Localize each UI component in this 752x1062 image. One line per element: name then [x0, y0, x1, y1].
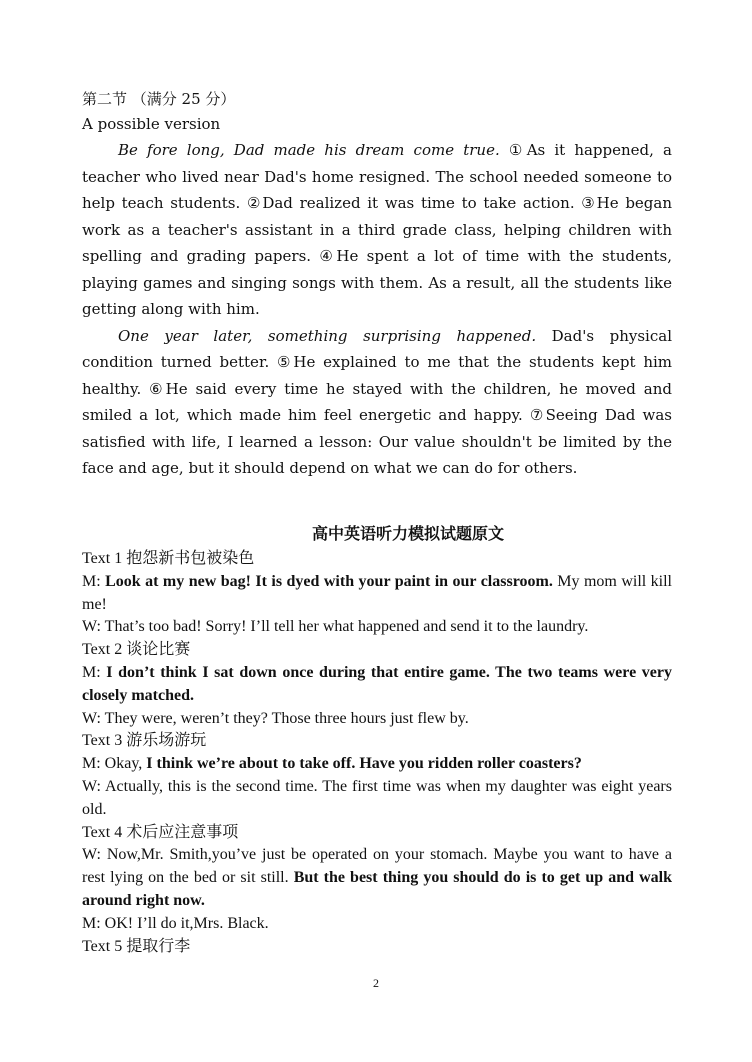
speaker: W: [82, 846, 107, 864]
text-1-label: Text 1 抱怨新书包被染色 [82, 550, 255, 567]
dialogue-line [82, 708, 672, 731]
speaker: W: [82, 709, 105, 727]
line-text: That’s too bad! Sorry! I’ll tell her what happened and send it to the laundry. [104, 618, 589, 636]
line-text: Now,Mr. Smith,you’ve just be operated on your stomach. Maybe you want to have a rest lying on the bed or sit still. [82, 846, 672, 887]
line-text: Actually, this is the second time. The first time was when my daughter was eight years old. [82, 777, 672, 818]
key-sentence: Look at my new bag! It is dyed with your paint in our classroom. [105, 572, 553, 590]
key-sentence: I don’t think I sat down once during that entire game. The two teams were very closely matched. [82, 663, 672, 704]
key-sentence: But the best thing you should do is to get up and walk around right now. [82, 869, 673, 909]
dialogue-line [82, 616, 672, 639]
speaker: W: [82, 618, 105, 636]
text-5-label: Text 5 提取行李 [82, 937, 191, 955]
speaker: W: [82, 777, 105, 795]
dialogue-line [82, 776, 672, 822]
dialogue-line [82, 662, 672, 708]
key-sentence: I think we’re about to take off. Have you ridden roller coasters? [146, 755, 582, 773]
dialogue-line [82, 913, 672, 936]
text-2-label: Text 2 谈论比赛 [82, 641, 191, 659]
writing-section [82, 87, 672, 482]
essay-paragraph-2 [82, 323, 672, 482]
paragraph-1-body: ①As it happened, a teacher who lived near Dad's home resigned. The school needed someone to help teach students. ②Dad realized it was time to take action. ③He began work as a teacher's assistant in a third grade class, helping children with spelling and grading papers. ④He spent a lot of time with the students, playing games and singing songs with them. As a result, all the students like getting along with him. [82, 141, 672, 318]
line-text: They were, weren’t they? Those three hours just flew by. [104, 709, 469, 727]
text-3-label: Text 3 游乐场游玩 [82, 732, 207, 750]
dialogue-line [82, 571, 672, 617]
line-text: My mom will kill me! [82, 572, 672, 613]
dialogue-line [82, 753, 672, 776]
speaker: M: [82, 914, 105, 932]
dialogue-line [82, 844, 672, 912]
listening-transcript-section [82, 522, 672, 958]
speaker: M: Okay, [82, 755, 147, 773]
paragraph-1-lead: Be fore long, Dad made his dream come true. [118, 141, 500, 159]
line-text: OK! I’ll do it,Mrs. Black. [104, 914, 269, 932]
speaker: M: [82, 572, 106, 590]
page-number: 2 [373, 976, 379, 990]
text-4-label: Text 4 术后应注意事项 [82, 823, 239, 841]
section-heading: 第二节 （满分 25 分） [82, 90, 236, 108]
paragraph-2-body: Dad's physical condition turned better. ⑤He explained to me that the students kept him healthy. ⑥He said every time he stayed with the children, he moved and smiled a lot, which made him feel energetic and happy. ⑦Seeing Dad was satisfied with life, I learned a lesson: Our value shouldn't be limited by the face and age, but it should depend on what we can do for others. [82, 326, 672, 477]
section-subheading: A possible version [82, 115, 221, 133]
speaker: M: [82, 663, 107, 681]
transcript-title: 高中英语听力模拟试题原文 [312, 526, 505, 543]
paragraph-2-lead: One year later, something surprising happened. [118, 326, 537, 345]
essay-paragraph-1 [82, 137, 672, 323]
